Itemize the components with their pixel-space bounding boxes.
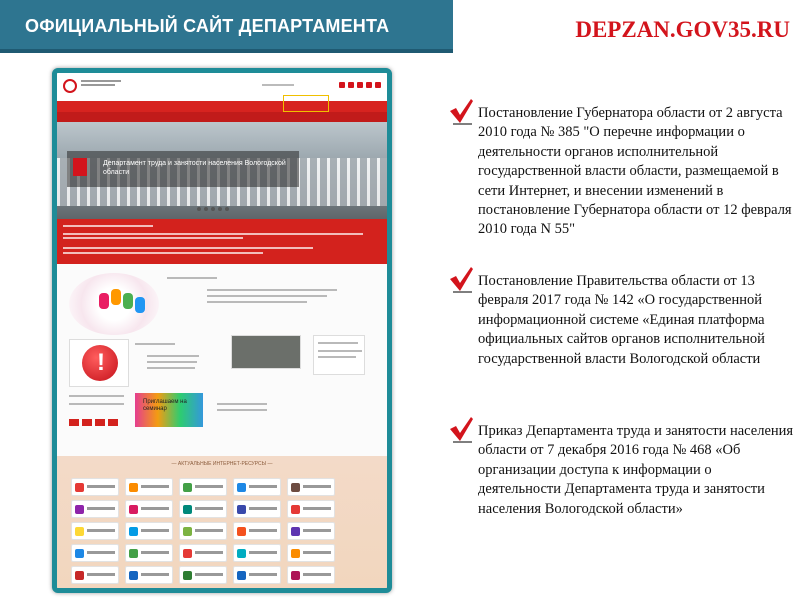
highlighted-menu-item	[283, 95, 329, 112]
title-banner	[0, 0, 453, 53]
resource-tile	[71, 566, 119, 584]
phone-placeholder	[262, 83, 294, 86]
resource-tile	[71, 478, 119, 496]
document-text: Постановление Правительства области от 13 февраля 2017 года № 142 «О государственной информационной системе «Единая платформа официальных сайтов органов исполнительной государственной власти Вологодской области	[478, 273, 765, 367]
resource-tile	[287, 500, 335, 518]
website-main-menu	[57, 101, 387, 112]
resource-tile	[71, 544, 119, 562]
resource-tile	[179, 522, 227, 540]
news-text-line	[207, 295, 327, 297]
resource-tile	[287, 544, 335, 562]
banner-caption-box	[67, 151, 299, 187]
news-text-line	[217, 403, 267, 405]
news-text-line	[147, 361, 197, 363]
document-text: Постановление Губернатора области от 2 августа 2010 года № 385 "О перечне информации о деятельности органов исполнительной государственной власти области, размещаемой в сети Интернет, и внесении изменений в постановление Губернатора области от 12 февраля 2010 года N 55"	[478, 105, 792, 238]
resource-tile	[233, 500, 281, 518]
slider-dot	[218, 207, 222, 211]
info-line	[63, 233, 363, 235]
document-text: Приказ Департамента труда и занятости населения области от 7 декабря 2016 года № 468 «Об организации доступа к информации о деятельности Департамента труда и занятости населения Вологодской области»	[478, 423, 794, 517]
website-sub-menu	[57, 112, 387, 122]
website-screenshot	[52, 68, 392, 593]
resource-tile	[233, 478, 281, 496]
info-line	[63, 247, 313, 249]
news-date-line	[167, 277, 217, 279]
resource-tile	[179, 478, 227, 496]
banner-caption: Департамент труда и занятости населения Вологодской области	[103, 160, 286, 176]
resource-tile	[179, 500, 227, 518]
checkmark-icon	[448, 415, 474, 445]
checkmark-icon	[448, 97, 474, 127]
resource-tile	[287, 566, 335, 584]
coat-of-arms-icon	[63, 79, 77, 93]
resource-tile	[179, 544, 227, 562]
news-card-photo	[231, 335, 301, 369]
info-line	[63, 252, 263, 254]
page-button	[108, 419, 118, 426]
sitemap-icon	[348, 82, 354, 88]
news-card-alert	[69, 339, 129, 387]
internet-resources-section	[57, 456, 387, 593]
news-text-line	[207, 289, 337, 291]
news-text-line	[207, 301, 307, 303]
news-text-line	[69, 403, 124, 405]
info-line	[63, 225, 153, 227]
website-header-caption	[81, 80, 141, 86]
website-info-block	[57, 219, 387, 264]
news-date-line	[135, 343, 175, 345]
resource-tile	[233, 522, 281, 540]
slider-dots	[197, 207, 229, 211]
resource-tile	[125, 522, 173, 540]
website-header	[57, 73, 387, 101]
slide-title: ОФИЦИАЛЬНЫЙ САЙТ ДЕПАРТАМЕНТА	[25, 16, 390, 36]
resources-title: — АКТУАЛЬНЫЕ ИНТЕРНЕТ-РЕСУРСЫ —	[171, 461, 273, 467]
resource-tile	[287, 522, 335, 540]
news-text-line	[147, 355, 199, 357]
resource-tile	[179, 566, 227, 584]
website-header-icons	[339, 82, 381, 88]
slider-dot	[225, 207, 229, 211]
career-day-logo	[69, 273, 159, 335]
exclamation-icon: !	[82, 345, 118, 381]
resource-tile	[71, 500, 119, 518]
news-text-line	[217, 409, 267, 411]
news-text-line	[147, 367, 195, 369]
resource-tile	[125, 566, 173, 584]
slider-dot	[211, 207, 215, 211]
site-url-label: DEPZAN.GOV35.RU	[575, 17, 790, 42]
resource-tile	[71, 522, 119, 540]
home-icon	[339, 82, 345, 88]
checkmark-icon	[448, 265, 474, 295]
slider-dot	[204, 207, 208, 211]
news-card-text	[313, 335, 365, 375]
page-button	[82, 419, 92, 426]
news-text-line	[69, 395, 124, 397]
resource-tile	[125, 544, 173, 562]
info-line	[63, 237, 243, 239]
region-flag-icon	[73, 158, 87, 176]
print-icon	[366, 82, 372, 88]
slide-header	[0, 0, 800, 60]
page-button	[95, 419, 105, 426]
resource-tile	[125, 478, 173, 496]
resource-tile	[125, 500, 173, 518]
pagination	[69, 419, 118, 426]
search-icon	[375, 82, 381, 88]
resource-tile	[233, 566, 281, 584]
resource-tile	[287, 478, 335, 496]
slider-dot	[197, 207, 201, 211]
seminar-banner	[135, 393, 203, 427]
eye-icon	[357, 82, 363, 88]
seminar-caption: Приглашаем на семинар	[143, 399, 187, 412]
resource-tile	[233, 544, 281, 562]
page-button	[69, 419, 79, 426]
